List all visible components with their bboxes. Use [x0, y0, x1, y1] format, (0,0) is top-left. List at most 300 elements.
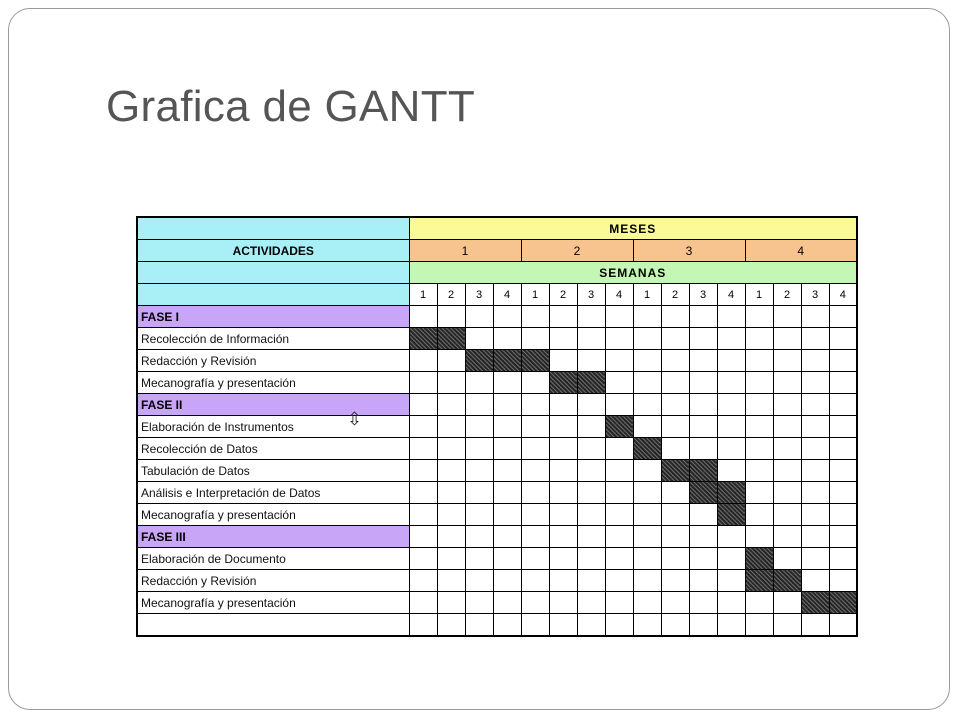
gantt-cell — [633, 548, 661, 570]
phase-label: FASE III — [137, 526, 409, 548]
gantt-cell — [829, 570, 857, 592]
gantt-cell — [437, 350, 465, 372]
table-row — [137, 482, 857, 504]
gantt-cell — [633, 526, 661, 548]
gantt-cell — [465, 438, 493, 460]
gantt-cell — [549, 482, 577, 504]
table-row — [137, 460, 857, 482]
gantt-cell — [549, 416, 577, 438]
gantt-cell — [661, 306, 689, 328]
gantt-cell — [801, 526, 829, 548]
gantt-cell — [773, 372, 801, 394]
gantt-cell — [829, 416, 857, 438]
activities-header-bottom — [137, 284, 409, 306]
gantt-cell — [605, 372, 633, 394]
gantt-cell — [409, 350, 437, 372]
gantt-cell — [773, 614, 801, 637]
gantt-cell — [717, 306, 745, 328]
gantt-cell — [493, 592, 521, 614]
gantt-cell — [661, 328, 689, 350]
gantt-cell — [717, 614, 745, 637]
gantt-cell — [801, 372, 829, 394]
gantt-cell — [661, 614, 689, 637]
gantt-cell — [577, 482, 605, 504]
gantt-cell — [577, 460, 605, 482]
week-number: 1 — [633, 284, 661, 306]
gantt-cell — [717, 570, 745, 592]
gantt-cell — [437, 438, 465, 460]
month-header-1: 1 — [409, 240, 521, 262]
gantt-cell — [801, 328, 829, 350]
gantt-cell — [493, 372, 521, 394]
gantt-cell — [605, 328, 633, 350]
gantt-cell — [493, 504, 521, 526]
gantt-cell — [549, 570, 577, 592]
activity-label: Mecanografía y presentación — [137, 504, 409, 526]
gantt-cell — [521, 394, 549, 416]
gantt-cell — [829, 372, 857, 394]
gantt-bar-cell — [829, 592, 857, 614]
gantt-bar-cell — [717, 504, 745, 526]
gantt-cell — [773, 306, 801, 328]
gantt-cell — [801, 614, 829, 637]
gantt-cell — [689, 526, 717, 548]
phase-label: FASE I — [137, 306, 409, 328]
gantt-cell — [437, 306, 465, 328]
gantt-cell — [493, 460, 521, 482]
gantt-cell — [409, 306, 437, 328]
gantt-cell — [549, 350, 577, 372]
gantt-cell — [801, 416, 829, 438]
gantt-cell — [689, 548, 717, 570]
gantt-cell — [633, 306, 661, 328]
months-header: MESES — [409, 217, 857, 240]
gantt-cell — [773, 438, 801, 460]
gantt-cell — [605, 350, 633, 372]
gantt-cell — [437, 416, 465, 438]
gantt-cell — [465, 592, 493, 614]
gantt-chart-table — [136, 216, 858, 637]
gantt-cell — [773, 394, 801, 416]
gantt-cell — [773, 526, 801, 548]
gantt-bar-cell — [661, 460, 689, 482]
table-row — [137, 350, 857, 372]
activity-label: Análisis e Interpretación de Datos — [137, 482, 409, 504]
gantt-cell — [437, 504, 465, 526]
gantt-bar-cell — [437, 328, 465, 350]
gantt-cell — [689, 438, 717, 460]
gantt-cell — [829, 504, 857, 526]
gantt-cell — [745, 328, 773, 350]
gantt-cell — [605, 482, 633, 504]
gantt-cell — [465, 548, 493, 570]
gantt-bar-cell — [745, 548, 773, 570]
gantt-cell — [801, 438, 829, 460]
gantt-cell — [465, 614, 493, 637]
gantt-cell — [829, 526, 857, 548]
activity-label: Elaboración de Documento — [137, 548, 409, 570]
gantt-cell — [633, 614, 661, 637]
gantt-bar-cell — [689, 460, 717, 482]
week-number: 4 — [717, 284, 745, 306]
gantt-cell — [605, 570, 633, 592]
gantt-cell — [493, 614, 521, 637]
gantt-cell — [465, 372, 493, 394]
gantt-cell — [437, 460, 465, 482]
activities-header-top — [137, 217, 409, 240]
activity-label: Redacción y Revisión — [137, 570, 409, 592]
header-row-months — [137, 240, 857, 262]
gantt-cell — [605, 592, 633, 614]
table-row — [137, 614, 857, 637]
week-number: 4 — [829, 284, 857, 306]
gantt-cell — [521, 328, 549, 350]
gantt-cell — [409, 372, 437, 394]
gantt-bar-cell — [633, 438, 661, 460]
phase-row — [137, 306, 857, 328]
gantt-cell — [689, 394, 717, 416]
gantt-cell — [549, 526, 577, 548]
gantt-cell — [577, 416, 605, 438]
activity-label: Elaboración de Instrumentos — [137, 416, 409, 438]
gantt-cell — [745, 416, 773, 438]
gantt-cell — [773, 592, 801, 614]
gantt-cell — [493, 482, 521, 504]
gantt-cell — [577, 548, 605, 570]
gantt-cell — [577, 592, 605, 614]
gantt-bar-cell — [801, 592, 829, 614]
gantt-cell — [745, 460, 773, 482]
gantt-cell — [689, 504, 717, 526]
gantt-cell — [689, 614, 717, 637]
gantt-cell — [605, 394, 633, 416]
gantt-cell — [465, 394, 493, 416]
gantt-cell — [549, 548, 577, 570]
gantt-cell — [829, 394, 857, 416]
header-row-semanas — [137, 262, 857, 284]
gantt-cell — [409, 482, 437, 504]
gantt-bar-cell — [465, 350, 493, 372]
table-row — [137, 504, 857, 526]
week-number: 3 — [465, 284, 493, 306]
gantt-cell — [577, 504, 605, 526]
gantt-cell — [661, 394, 689, 416]
gantt-cell — [549, 504, 577, 526]
gantt-cell — [409, 570, 437, 592]
gantt-cell — [493, 328, 521, 350]
week-number: 2 — [661, 284, 689, 306]
table-row — [137, 592, 857, 614]
gantt-cell — [829, 438, 857, 460]
gantt-cell — [493, 548, 521, 570]
month-header-2: 2 — [521, 240, 633, 262]
gantt-cell — [829, 460, 857, 482]
gantt-cell — [689, 592, 717, 614]
gantt-cell — [633, 504, 661, 526]
gantt-cell — [409, 438, 437, 460]
gantt-cell — [633, 328, 661, 350]
gantt-bar-cell — [745, 570, 773, 592]
gantt-cell — [549, 592, 577, 614]
gantt-cell — [773, 548, 801, 570]
month-header-4: 4 — [745, 240, 857, 262]
gantt-cell — [437, 482, 465, 504]
activity-label: Mecanografía y presentación — [137, 592, 409, 614]
table-row — [137, 372, 857, 394]
gantt-cell — [549, 614, 577, 637]
table-row — [137, 438, 857, 460]
gantt-cell — [717, 394, 745, 416]
gantt-cell — [437, 592, 465, 614]
gantt-cell — [829, 350, 857, 372]
gantt-cell — [717, 592, 745, 614]
gantt-cell — [745, 614, 773, 637]
header-row-meses — [137, 217, 857, 240]
gantt-cell — [577, 570, 605, 592]
table-row — [137, 570, 857, 592]
gantt-cell — [549, 460, 577, 482]
gantt-cell — [801, 504, 829, 526]
gantt-cell — [745, 306, 773, 328]
gantt-cell — [689, 570, 717, 592]
gantt-cell — [465, 460, 493, 482]
gantt-cell — [605, 438, 633, 460]
gantt-cell — [521, 526, 549, 548]
gantt-cell — [801, 570, 829, 592]
gantt-bar-cell — [605, 416, 633, 438]
gantt-cell — [465, 306, 493, 328]
gantt-cell — [549, 306, 577, 328]
gantt-cell — [605, 526, 633, 548]
gantt-cell — [521, 438, 549, 460]
gantt-cell — [437, 614, 465, 637]
week-number: 1 — [409, 284, 437, 306]
gantt-cell — [689, 328, 717, 350]
gantt-cell — [521, 416, 549, 438]
gantt-cell — [633, 350, 661, 372]
gantt-cell — [829, 482, 857, 504]
weeks-header: SEMANAS — [409, 262, 857, 284]
table-row — [137, 328, 857, 350]
gantt-cell — [773, 328, 801, 350]
week-number: 3 — [801, 284, 829, 306]
gantt-cell — [717, 438, 745, 460]
gantt-cell — [717, 372, 745, 394]
gantt-bar-cell — [549, 372, 577, 394]
gantt-bar-cell — [577, 372, 605, 394]
gantt-bar-cell — [493, 350, 521, 372]
gantt-cell — [717, 526, 745, 548]
week-number: 4 — [605, 284, 633, 306]
gantt-cell — [605, 548, 633, 570]
gantt-cell — [577, 350, 605, 372]
gantt-cell — [409, 394, 437, 416]
gantt-cell — [829, 614, 857, 637]
gantt-cell — [605, 460, 633, 482]
week-number: 1 — [521, 284, 549, 306]
gantt-cell — [801, 350, 829, 372]
activity-label: Redacción y Revisión — [137, 350, 409, 372]
gantt-cell — [437, 526, 465, 548]
slide-title: Grafica de GANTT — [106, 82, 476, 131]
gantt-cell — [465, 526, 493, 548]
gantt-cell — [745, 372, 773, 394]
gantt-cell — [745, 438, 773, 460]
gantt-cell — [745, 504, 773, 526]
gantt-cell — [661, 592, 689, 614]
gantt-bar-cell — [689, 482, 717, 504]
gantt-cell — [409, 548, 437, 570]
gantt-cell — [465, 416, 493, 438]
gantt-cell — [689, 350, 717, 372]
gantt-bar-cell — [409, 328, 437, 350]
gantt-cell — [409, 592, 437, 614]
activity-label — [137, 614, 409, 637]
gantt-cell — [773, 460, 801, 482]
gantt-cell — [521, 548, 549, 570]
gantt-cell — [633, 372, 661, 394]
gantt-cell — [549, 438, 577, 460]
gantt-cell — [409, 614, 437, 637]
week-number: 3 — [577, 284, 605, 306]
gantt-cell — [717, 350, 745, 372]
week-number: 4 — [493, 284, 521, 306]
gantt-cell — [661, 526, 689, 548]
gantt-cell — [745, 526, 773, 548]
gantt-cell — [773, 350, 801, 372]
activity-label: Recolección de Información — [137, 328, 409, 350]
gantt-cell — [801, 460, 829, 482]
gantt-cell — [605, 504, 633, 526]
gantt-cell — [465, 482, 493, 504]
gantt-cell — [409, 416, 437, 438]
gantt-cell — [829, 548, 857, 570]
gantt-cell — [689, 306, 717, 328]
gantt-cell — [745, 482, 773, 504]
gantt-cell — [661, 482, 689, 504]
gantt-cell — [493, 570, 521, 592]
gantt-cell — [633, 416, 661, 438]
gantt-cell — [493, 416, 521, 438]
gantt-cell — [829, 328, 857, 350]
gantt-cell — [689, 372, 717, 394]
gantt-cell — [521, 614, 549, 637]
gantt-cell — [633, 570, 661, 592]
gantt-cell — [717, 416, 745, 438]
gantt-cell — [465, 570, 493, 592]
gantt-cell — [577, 526, 605, 548]
table-row — [137, 548, 857, 570]
activity-label: Recolección de Datos — [137, 438, 409, 460]
gantt-cell — [521, 592, 549, 614]
activity-label: Tabulación de Datos — [137, 460, 409, 482]
gantt-cell — [521, 504, 549, 526]
phase-row — [137, 526, 857, 548]
gantt-cell — [773, 482, 801, 504]
gantt-bar-cell — [717, 482, 745, 504]
gantt-cell — [661, 438, 689, 460]
gantt-cell — [717, 328, 745, 350]
gantt-cell — [549, 328, 577, 350]
gantt-cell — [801, 394, 829, 416]
week-number: 2 — [773, 284, 801, 306]
week-number: 2 — [549, 284, 577, 306]
gantt-cell — [745, 394, 773, 416]
gantt-cell — [661, 548, 689, 570]
activity-label: Mecanografía y presentación — [137, 372, 409, 394]
gantt-cell — [437, 394, 465, 416]
gantt-cell — [745, 592, 773, 614]
gantt-cell — [409, 504, 437, 526]
gantt-cell — [661, 416, 689, 438]
header-row-weeks — [137, 284, 857, 306]
gantt-cell — [577, 438, 605, 460]
gantt-cell — [437, 570, 465, 592]
gantt-cell — [521, 460, 549, 482]
gantt-cell — [577, 328, 605, 350]
gantt-cell — [577, 394, 605, 416]
gantt-cell — [465, 328, 493, 350]
gantt-cell — [493, 394, 521, 416]
gantt-cell — [577, 614, 605, 637]
move-cursor-icon: ⇳ — [347, 409, 363, 430]
gantt-cell — [465, 504, 493, 526]
gantt-cell — [409, 460, 437, 482]
gantt-cell — [521, 570, 549, 592]
table-row — [137, 416, 857, 438]
gantt-cell — [745, 350, 773, 372]
gantt-cell — [633, 394, 661, 416]
gantt-cell — [773, 416, 801, 438]
week-number: 2 — [437, 284, 465, 306]
phase-row — [137, 394, 857, 416]
gantt-cell — [661, 504, 689, 526]
gantt-cell — [717, 460, 745, 482]
phase-label: FASE II — [137, 394, 409, 416]
gantt-cell — [633, 482, 661, 504]
gantt-cell — [829, 306, 857, 328]
gantt-cell — [801, 306, 829, 328]
gantt-bar-cell — [521, 350, 549, 372]
gantt-cell — [689, 416, 717, 438]
gantt-cell — [521, 482, 549, 504]
gantt-cell — [521, 372, 549, 394]
gantt-cell — [493, 438, 521, 460]
gantt-cell — [605, 306, 633, 328]
gantt-cell — [493, 306, 521, 328]
week-number: 1 — [745, 284, 773, 306]
gantt-cell — [437, 548, 465, 570]
activities-header: ACTIVIDADES — [137, 240, 409, 262]
gantt-cell — [633, 592, 661, 614]
gantt-cell — [661, 372, 689, 394]
gantt-cell — [661, 570, 689, 592]
gantt-cell — [605, 614, 633, 637]
gantt-cell — [409, 526, 437, 548]
month-header-3: 3 — [633, 240, 745, 262]
gantt-cell — [717, 548, 745, 570]
gantt-cell — [493, 526, 521, 548]
gantt-cell — [801, 548, 829, 570]
gantt-bar-cell — [773, 570, 801, 592]
gantt-cell — [549, 394, 577, 416]
gantt-cell — [801, 482, 829, 504]
gantt-cell — [773, 504, 801, 526]
activities-header-mid — [137, 262, 409, 284]
gantt-cell — [633, 460, 661, 482]
gantt-cell — [661, 350, 689, 372]
gantt-cell — [577, 306, 605, 328]
